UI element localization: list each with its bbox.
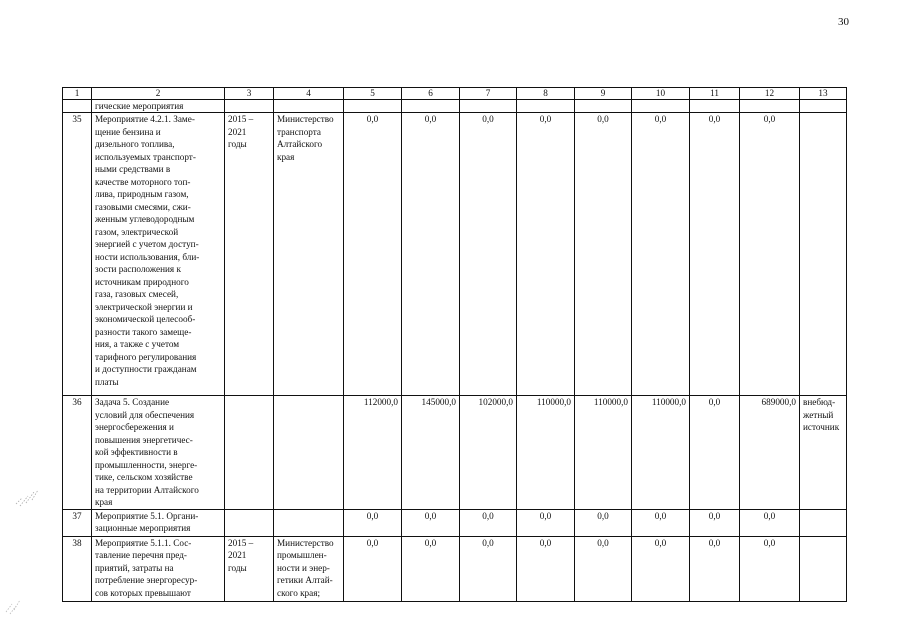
header-cell: 7 — [460, 88, 517, 100]
value-cell: 0,0 — [740, 113, 800, 396]
value-cell: 110000,0 — [632, 396, 690, 510]
implementation-period: 2015 – 2021 годы — [228, 537, 254, 573]
executor: Министерство транспорта Алтайского края — [277, 114, 334, 162]
measure-description: Задача 5. Создание условий для обеспечения энергосбережения и повышения энергетичес- кой эффективности в промышленности, энерге- тике, сельском хозяйстве на территории Алтайского края — [95, 397, 199, 507]
header-cell: 12 — [740, 88, 800, 100]
row-number: 37 — [63, 509, 92, 536]
scan-artifact-mark — [4, 594, 24, 616]
value-cell: 0,0 — [575, 536, 632, 601]
value-cell: 0,0 — [460, 509, 517, 536]
value-cell: 0,0 — [690, 509, 740, 536]
row-number: 35 — [63, 113, 92, 396]
value-cell: 0,0 — [517, 113, 575, 396]
value-cell: 145000,0 — [402, 396, 460, 510]
value-cell: 0,0 — [344, 509, 402, 536]
scan-artifact-mark — [14, 486, 40, 508]
header-cell: 10 — [632, 88, 690, 100]
continuation-text: гические мероприятия — [92, 100, 225, 113]
value-cell: 0,0 — [344, 536, 402, 601]
value-cell: 0,0 — [740, 509, 800, 536]
executor: Министерство промышлен- ности и энер- гетики Алтай- ского края; — [277, 537, 334, 598]
header-cell: 8 — [517, 88, 575, 100]
measure-description: Мероприятие 5.1.1. Сос- тавление перечня пред- приятий, затраты на потребление энергоресур- сов которых превышают — [95, 537, 198, 598]
table-row — [63, 396, 847, 510]
header-cell: 5 — [344, 88, 402, 100]
measure-description: Мероприятие 4.2.1. Заме- щение бензина и дизельного топлива, используемых транспорт- ными средствами в качестве моторного топ- лива, природным газом, газовыми смесями, сжи- женным углеводородным газом, электрической энергией с учетом доступ- ности использования, бли- зости расположения к источникам природного газа, газовых смесей, электрической энергии и экономической целесооб- разности такого замеще- ния, а также с учетом тарифного регулирования и доступности гражданам платы — [95, 114, 200, 387]
header-cell: 11 — [690, 88, 740, 100]
value-cell: 0,0 — [575, 509, 632, 536]
header-cell: 6 — [402, 88, 460, 100]
value-cell: 0,0 — [575, 113, 632, 396]
value-cell: 112000,0 — [344, 396, 402, 510]
value-cell: 0,0 — [740, 536, 800, 601]
value-cell: 0,0 — [632, 536, 690, 601]
value-cell: 0,0 — [690, 113, 740, 396]
row-number: 36 — [63, 396, 92, 510]
measures-table — [62, 87, 847, 602]
header-cell: 1 — [63, 88, 92, 100]
value-cell: 0,0 — [460, 536, 517, 601]
value-cell: 0,0 — [632, 509, 690, 536]
value-cell: 0,0 — [460, 113, 517, 396]
value-cell: 102000,0 — [460, 396, 517, 510]
value-cell: 0,0 — [402, 536, 460, 601]
value-cell: 0,0 — [344, 113, 402, 396]
header-cell: 2 — [92, 88, 225, 100]
table-header-row — [63, 88, 847, 100]
table-row — [63, 509, 847, 536]
value-cell: 0,0 — [690, 396, 740, 510]
funding-source: внебюд- жетный источник — [803, 397, 840, 432]
value-cell: 0,0 — [517, 536, 575, 601]
continuation-row — [63, 100, 847, 113]
value-cell: 0,0 — [402, 509, 460, 536]
table-row — [63, 113, 847, 396]
header-cell: 13 — [800, 88, 847, 100]
implementation-period: 2015 – 2021 годы — [228, 114, 254, 149]
row-number: 38 — [63, 536, 92, 601]
value-cell: 110000,0 — [517, 396, 575, 510]
value-cell: 0,0 — [517, 509, 575, 536]
page-number: 30 — [838, 16, 849, 28]
measure-description: Мероприятие 5.1. Органи- зационные мероприятия — [95, 510, 199, 533]
header-cell: 9 — [575, 88, 632, 100]
value-cell: 0,0 — [402, 113, 460, 396]
value-cell: 689000,0 — [740, 396, 800, 510]
table-row — [63, 536, 847, 601]
header-cell: 4 — [274, 88, 344, 100]
value-cell: 0,0 — [690, 536, 740, 601]
value-cell: 110000,0 — [575, 396, 632, 510]
value-cell: 0,0 — [632, 113, 690, 396]
header-cell: 3 — [225, 88, 274, 100]
